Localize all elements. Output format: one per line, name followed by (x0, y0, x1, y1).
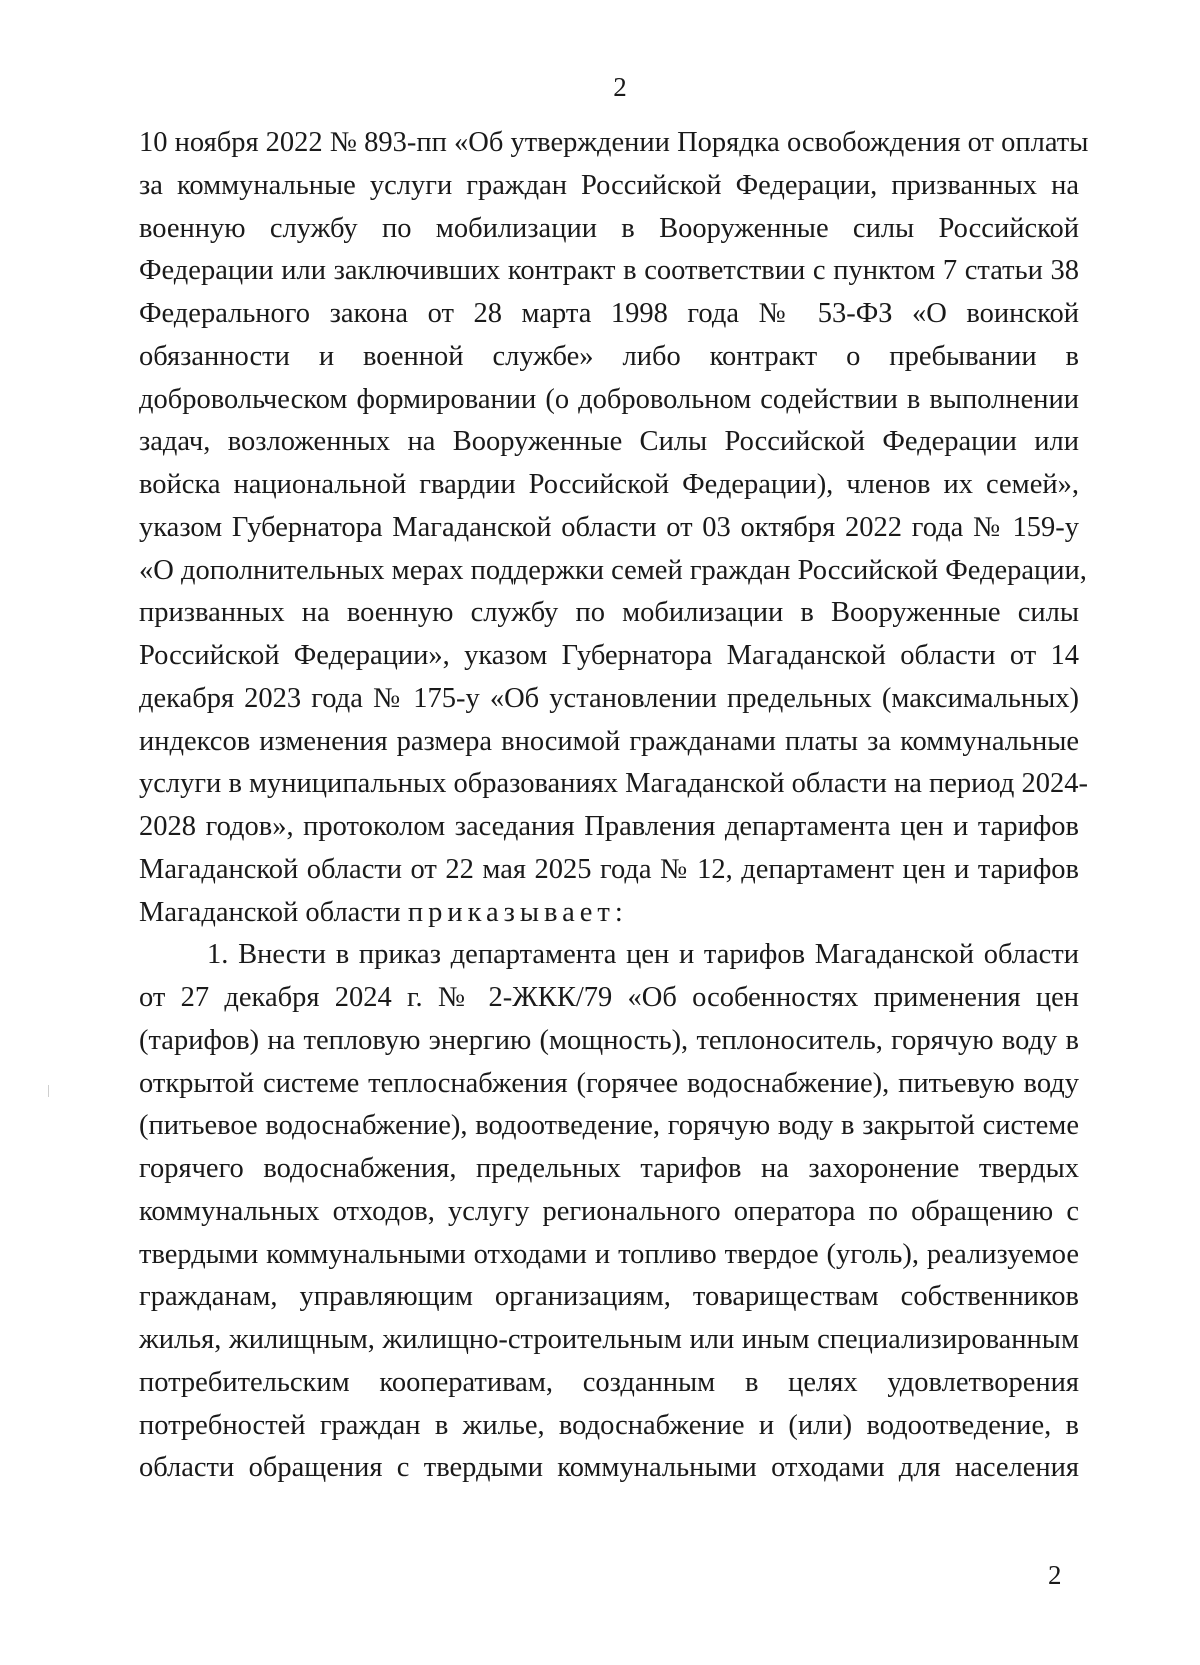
text-line: добровольческом формировании (о добровольном содействии в выполнении (139, 383, 1079, 415)
page-number-top: 2 (613, 72, 627, 102)
text-line: индексов изменения размера вносимой гражданами платы за коммунальные (139, 725, 1079, 757)
text-line: твердыми коммунальными отходами и топливо твердое (уголь), реализуемое (139, 1238, 1079, 1270)
text-line: коммунальных отходов, услугу регионального оператора по обращению с (139, 1195, 1079, 1227)
text-line: «О дополнительных мерах поддержки семей граждан Российской Федерации, (139, 554, 1087, 586)
scan-artifact (48, 1085, 49, 1097)
text-line: задач, возложенных на Вооруженные Силы Российской Федерации или (139, 426, 1079, 458)
text-line: потребностей граждан в жилье, водоснабжение и (или) водоотведение, в (139, 1409, 1079, 1441)
text-line: области обращения с твердыми коммунальными отходами для населения (139, 1452, 1079, 1484)
text-line: потребительским кооперативам, созданным в целях удовлетворения (139, 1366, 1079, 1398)
page-number-bottom: 2 (1048, 1560, 1062, 1590)
text-line: Российской Федерации», указом Губернатора Магаданской области от 14 (139, 640, 1079, 671)
text-line: от 27 декабря 2024 г. № 2-ЖКК/79 «Об особенностях применения цен (139, 982, 1079, 1013)
order-line (139, 892, 1079, 935)
order-line-suffix: : (614, 896, 623, 928)
text-line: войска национальной гвардии Российской Федерации), членов их семей», (139, 469, 1079, 500)
text-line: горячего водоснабжения, предельных тарифов на захоронение твердых (139, 1153, 1079, 1184)
text-line: 2028 годов», протоколом заседания Правления департамента цен и тарифов (139, 811, 1079, 842)
paragraph-2 (139, 934, 1079, 1490)
text-line: жилья, жилищным, жилищно-строительным или иным специализированным (139, 1324, 1079, 1355)
text-line: гражданам, управляющим организациям, товариществам собственников (139, 1281, 1079, 1313)
document-body (139, 122, 1089, 1490)
text-line: Федерального закона от 28 марта 1998 года № 53-ФЗ «О воинской (139, 298, 1079, 329)
order-line-prefix: Магаданской области (139, 896, 408, 928)
text-line: указом Губернатора Магаданской области от 03 октября 2022 года № 159-у (139, 511, 1079, 543)
text-line: за коммунальные услуги граждан Российской Федерации, призванных на (139, 169, 1079, 201)
order-word: приказывает (407, 896, 615, 928)
text-line: (питьевое водоснабжение), водоотведение, горячую воду в закрытой системе (139, 1110, 1079, 1142)
text-line: декабря 2023 года № 175-у «Об установлении предельных (максимальных) (139, 682, 1079, 714)
text-line: призванных на военную службу по мобилизации в Вооруженные силы (139, 597, 1079, 629)
text-line: услуги в муниципальных образованиях Магаданской области на период 2024- (139, 768, 1088, 800)
text-line: Магаданской области от 22 мая 2025 года № 12, департамент цен и тарифов (139, 853, 1079, 885)
text-line: обязанности и военной службе» либо контракт о пребывании в (139, 340, 1079, 372)
text-line: открытой системе теплоснабжения (горячее водоснабжение), питьевую воду (139, 1067, 1079, 1099)
text-line: 10 ноября 2022 № 893-пп «Об утверждении Порядка освобождения от оплаты (139, 127, 1089, 158)
paragraph-1 (139, 122, 1089, 934)
text-line: Федерации или заключивших контракт в соответствии с пунктом 7 статьи 38 (139, 255, 1079, 287)
text-line: 1. Внести в приказ департамента цен и тарифов Магаданской области (207, 939, 1079, 971)
text-line: военную службу по мобилизации в Вооруженные силы Российской (139, 212, 1079, 244)
text-line: (тарифов) на тепловую энергию (мощность), теплоноситель, горячую воду в (139, 1024, 1079, 1056)
